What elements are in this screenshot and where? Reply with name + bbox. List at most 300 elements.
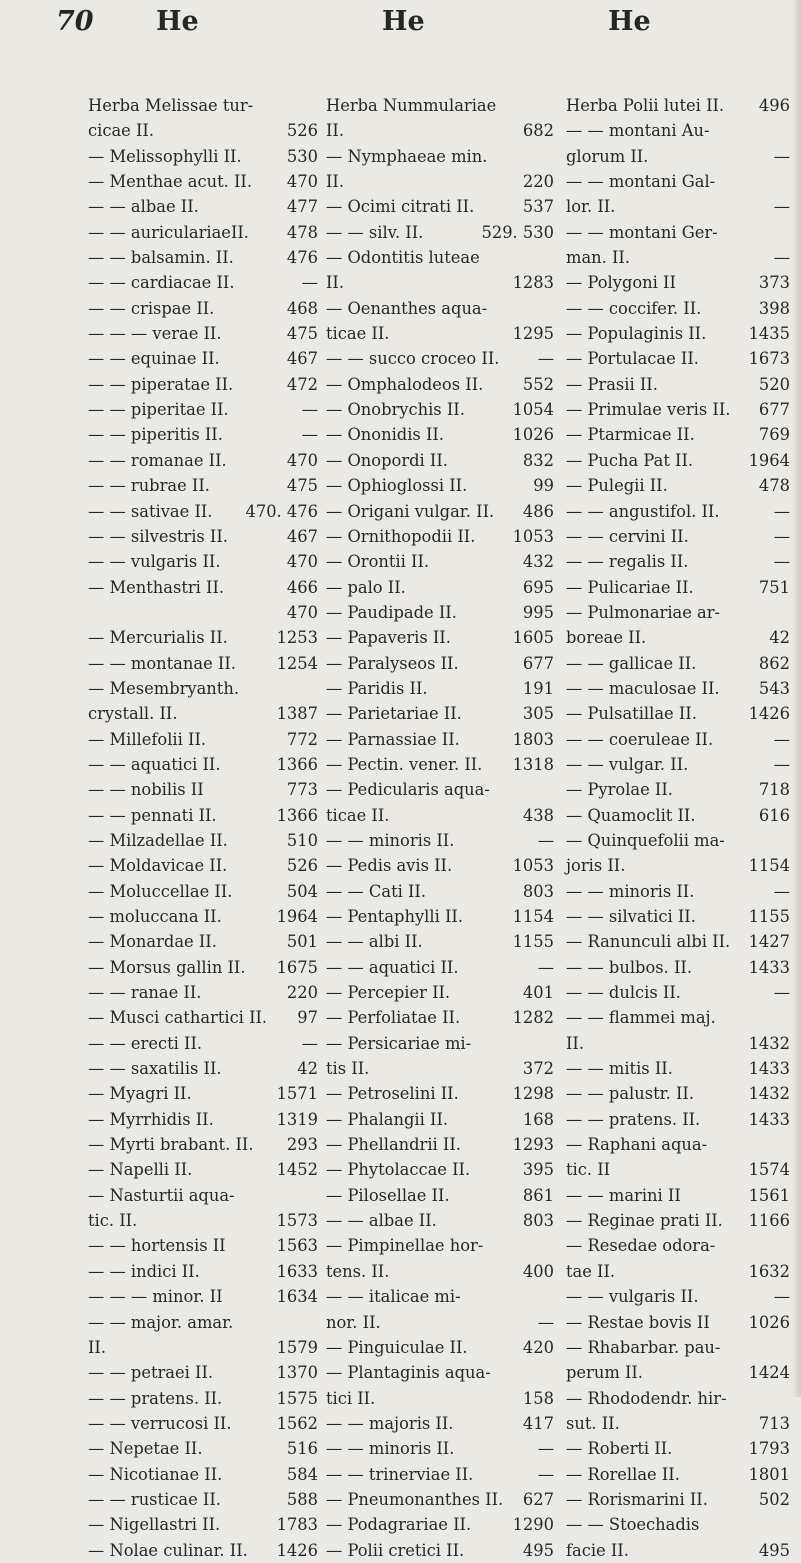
entry-text: II. xyxy=(326,172,345,192)
entry-text: glorum II. xyxy=(566,146,649,166)
index-entry-line xyxy=(566,1005,790,1030)
entry-text: — — romanae II. xyxy=(88,450,227,470)
entry-page-reference: 1427 xyxy=(748,932,790,952)
entry-page-reference: 718 xyxy=(758,780,790,800)
entry-text: — — albae II. xyxy=(326,1211,437,1231)
index-entry-line xyxy=(88,1360,318,1385)
index-entry-line xyxy=(566,1132,790,1157)
index-entry-line xyxy=(88,727,318,752)
entry-page-reference: 588 xyxy=(286,1489,318,1509)
index-entry-line xyxy=(88,1436,318,1461)
entry-page-reference xyxy=(314,676,318,701)
entry-page-reference: — xyxy=(773,881,790,901)
entry-page-reference: 477 xyxy=(286,197,318,217)
entry-page-reference: — xyxy=(773,501,790,521)
entry-page-reference: 1433 xyxy=(748,957,790,977)
entry-text: — Paudipade II. xyxy=(326,602,457,622)
page-number: 70 xyxy=(56,6,94,37)
index-entry-line xyxy=(566,803,790,828)
index-entry-line xyxy=(88,1183,318,1208)
entry-text: — Papaveris II. xyxy=(326,628,451,648)
entry-page-reference: 373 xyxy=(758,273,790,293)
index-entry-line xyxy=(88,1259,318,1284)
index-entry-line xyxy=(566,1462,790,1487)
entry-text: — Persicariae mi- xyxy=(326,1033,472,1053)
entry-text: — — vulgaris II. xyxy=(566,1287,699,1307)
index-entry-line xyxy=(566,980,790,1005)
index-entry-line xyxy=(566,1335,790,1360)
entry-page-reference: 1964 xyxy=(276,907,318,926)
index-entry-line xyxy=(88,752,318,777)
index-entry-line xyxy=(88,549,318,574)
index-entry-line xyxy=(88,1056,318,1081)
entry-page-reference: — xyxy=(773,983,790,1003)
entry-text: — palo II. xyxy=(326,577,406,597)
entry-text: — — aquatici II. xyxy=(326,957,459,977)
index-entry-line xyxy=(326,245,554,270)
entry-page-reference: — xyxy=(301,273,318,293)
entry-text: — — Stoechadis xyxy=(566,1515,700,1535)
index-entry-line xyxy=(566,904,790,929)
entry-text: — Milzadellae II. xyxy=(88,830,228,850)
entry-page-reference: 1293 xyxy=(512,1135,554,1155)
entry-text: — Reginae prati II. xyxy=(566,1211,723,1231)
index-entry-line xyxy=(88,1310,318,1335)
entry-page-reference: 467 xyxy=(286,349,318,369)
entry-text: — Menthae acut. II. xyxy=(88,172,253,192)
entry-page-reference: 862 xyxy=(758,653,790,673)
entry-text: — Orontii II. xyxy=(326,552,430,572)
index-entry-line xyxy=(326,955,554,980)
entry-text: — Morsus gallin II. xyxy=(88,957,246,977)
entry-page-reference xyxy=(786,1335,790,1360)
entry-text: tis II. xyxy=(326,1059,370,1079)
entry-text: perum II. xyxy=(566,1363,643,1383)
index-entry-line xyxy=(88,1233,318,1258)
index-entry-line xyxy=(88,1132,318,1157)
entry-text: — Rhododendr. hir- xyxy=(566,1388,727,1408)
entry-text: — — aquatici II. xyxy=(88,754,221,774)
entry-page-reference: 1253 xyxy=(276,628,318,648)
index-entry-line xyxy=(326,321,554,346)
index-entry-line xyxy=(326,853,554,878)
entry-text: — Phytolaccae II. xyxy=(326,1160,471,1180)
index-entry-line xyxy=(326,879,554,904)
entry-page-reference: 1435 xyxy=(748,324,790,344)
index-entry-line xyxy=(326,625,554,650)
index-entry-line xyxy=(88,1512,318,1537)
entry-page-reference: 1426 xyxy=(748,704,790,724)
entry-page-reference: 1026 xyxy=(748,1312,790,1332)
index-entry-line xyxy=(566,245,790,270)
entry-page-reference: 1290 xyxy=(512,1515,554,1535)
entry-text: — — regalis II. xyxy=(566,552,689,572)
entry-text: — — montanae II. xyxy=(88,653,236,673)
index-entry-line xyxy=(326,1107,554,1132)
entry-text: — Ocimi citrati II. xyxy=(326,197,475,217)
index-entry-line xyxy=(566,321,790,346)
entry-text: — Pedicularis aqua- xyxy=(326,780,490,800)
entry-text: — Parnassiae II. xyxy=(326,729,460,749)
entry-text: — — albae II. xyxy=(88,197,199,217)
entry-page-reference: 1366 xyxy=(276,754,318,774)
entry-page-reference xyxy=(786,220,790,245)
entry-page-reference: 99 xyxy=(533,476,554,496)
index-entry-line xyxy=(566,296,790,321)
index-entry-line xyxy=(326,372,554,397)
entry-text: — Rorellae II. xyxy=(566,1464,680,1484)
index-entry-line xyxy=(566,372,790,397)
index-entry-line xyxy=(566,93,790,118)
entry-text: — — crispae II. xyxy=(88,298,215,318)
entry-page-reference: — xyxy=(773,526,790,546)
index-entry-line xyxy=(326,499,554,524)
index-entry-line xyxy=(326,1208,554,1233)
index-entry-line xyxy=(566,1031,790,1056)
index-entry-line xyxy=(326,144,554,169)
index-entry-line xyxy=(88,220,318,245)
entry-text: — Napelli II. xyxy=(88,1160,193,1180)
entry-page-reference: 1433 xyxy=(748,1059,790,1079)
index-entry-line xyxy=(326,524,554,549)
index-entry-line xyxy=(326,1538,554,1563)
entry-text: — Resedae odora- xyxy=(566,1236,716,1256)
entry-page-reference xyxy=(550,144,554,169)
index-column-1 xyxy=(88,93,318,1563)
entry-text: — — minoris II. xyxy=(326,1439,455,1459)
entry-text: — — nobilis II xyxy=(88,780,204,800)
entry-text: — Nigellastri II. xyxy=(88,1515,221,1535)
entry-page-reference: 543 xyxy=(758,678,790,698)
entry-page-reference xyxy=(550,1360,554,1385)
index-entry-line xyxy=(566,1157,790,1182)
index-entry-line xyxy=(326,1132,554,1157)
entry-page-reference: 1424 xyxy=(748,1363,790,1383)
index-entry-line xyxy=(326,118,554,143)
entry-page-reference xyxy=(786,1512,790,1537)
entry-text: — Roberti II. xyxy=(566,1439,673,1459)
entry-page-reference: 1053 xyxy=(512,856,554,876)
index-entry-line xyxy=(566,1183,790,1208)
entry-page-reference: 772 xyxy=(286,729,318,749)
entry-page-reference: 529. 530 xyxy=(481,222,554,242)
index-entry-line xyxy=(326,422,554,447)
entry-text: — Mercurialis II. xyxy=(88,628,228,648)
index-entry-line xyxy=(566,1056,790,1081)
entry-text: — Pulsatillae II. xyxy=(566,704,697,724)
index-entry-line xyxy=(88,144,318,169)
entry-page-reference: 470 xyxy=(286,602,318,622)
entry-page-reference: 470 xyxy=(286,552,318,572)
entry-page-reference: 677 xyxy=(758,400,790,420)
index-entry-line xyxy=(88,93,318,118)
entry-text: — — angustifol. II. xyxy=(566,501,720,521)
entry-page-reference: 401 xyxy=(522,983,554,1003)
index-entry-line xyxy=(326,296,554,321)
entry-page-reference: 1318 xyxy=(512,754,554,774)
entry-text: — — rusticae II. xyxy=(88,1489,221,1509)
entry-page-reference: 1793 xyxy=(748,1439,790,1459)
entry-text: man. II. xyxy=(566,248,631,268)
entry-text: — Paridis II. xyxy=(326,678,428,698)
entry-text: — — pratens. II. xyxy=(566,1109,701,1129)
entry-text: — Pneumonanthes II. xyxy=(326,1489,504,1509)
entry-text: — — vulgar. II. xyxy=(566,754,689,774)
index-entry-line xyxy=(566,524,790,549)
entry-page-reference xyxy=(550,1284,554,1309)
entry-page-reference: 1675 xyxy=(276,957,318,977)
entry-page-reference: 1783 xyxy=(276,1515,318,1535)
entry-page-reference: 516 xyxy=(286,1439,318,1459)
entry-page-reference: 995 xyxy=(522,602,554,622)
entry-text: — Quamoclit II. xyxy=(566,805,696,825)
entry-text: joris II. xyxy=(566,856,626,876)
entry-text: — Odontitis luteae xyxy=(326,248,480,268)
entry-page-reference: 501 xyxy=(286,932,318,952)
index-entry-line xyxy=(326,676,554,701)
entry-page-reference: 1054 xyxy=(512,400,554,420)
entry-page-reference xyxy=(550,245,554,270)
page-header xyxy=(0,6,801,46)
index-entry-line xyxy=(566,1259,790,1284)
entry-page-reference xyxy=(550,1233,554,1258)
entry-page-reference: 832 xyxy=(522,450,554,470)
entry-text: — Portulacae II. xyxy=(566,349,699,369)
entry-text: — — piperitae II. xyxy=(88,400,229,420)
index-entry-line xyxy=(566,1360,790,1385)
entry-text: — Origani vulgar. II. xyxy=(326,501,495,521)
index-entry-line xyxy=(326,1081,554,1106)
index-entry-line xyxy=(566,625,790,650)
entry-page-reference: 467 xyxy=(286,526,318,546)
index-entry-line xyxy=(88,904,318,929)
entry-text: — Polii cretici II. xyxy=(326,1540,465,1560)
index-entry-line xyxy=(326,1284,554,1309)
index-entry-line xyxy=(88,372,318,397)
entry-text: — Omphalodeos II. xyxy=(326,374,484,394)
entry-text: — Myrrhidis II. xyxy=(88,1109,214,1129)
index-entry-line xyxy=(326,752,554,777)
entry-text: — Pectin. vener. II. xyxy=(326,754,483,774)
entry-page-reference: — xyxy=(537,1464,554,1484)
index-entry-line xyxy=(88,1005,318,1030)
index-entry-line xyxy=(88,296,318,321)
index-column-3 xyxy=(566,93,790,1563)
index-entry-line xyxy=(326,448,554,473)
entry-page-reference: 769 xyxy=(758,425,790,445)
entry-page-reference: 1154 xyxy=(748,856,790,876)
entry-page-reference xyxy=(314,1183,318,1208)
index-entry-line xyxy=(326,1487,554,1512)
entry-page-reference: 1563 xyxy=(276,1236,318,1256)
entry-page-reference: 1801 xyxy=(748,1464,790,1484)
index-entry-line xyxy=(566,194,790,219)
entry-text: — — minoris II. xyxy=(566,881,695,901)
entry-page-reference: 158 xyxy=(522,1388,554,1408)
entry-page-reference: 475 xyxy=(286,324,318,344)
index-entry-line xyxy=(566,422,790,447)
entry-page-reference: 1155 xyxy=(512,932,554,952)
entry-text: — — succo croceo II. xyxy=(326,349,500,369)
entry-text: — Prasii II. xyxy=(566,374,658,394)
entry-page-reference: 191 xyxy=(522,678,554,698)
entry-page-reference: 478 xyxy=(758,476,790,496)
index-entry-line xyxy=(326,397,554,422)
entry-page-reference: 1283 xyxy=(512,273,554,293)
index-entry-line xyxy=(566,853,790,878)
entry-page-reference xyxy=(550,93,554,118)
index-entry-line xyxy=(88,473,318,498)
entry-text: — — pennati II. xyxy=(88,805,217,825)
entry-page-reference: 627 xyxy=(522,1489,554,1509)
entry-page-reference: 1605 xyxy=(512,628,554,648)
entry-text: — — silvatici II. xyxy=(566,907,696,926)
index-entry-line xyxy=(88,1107,318,1132)
entry-text: — Phalangii II. xyxy=(326,1109,449,1129)
index-entry-line xyxy=(566,1512,790,1537)
index-entry-line xyxy=(88,321,318,346)
entry-page-reference: 495 xyxy=(758,1540,790,1560)
entry-page-reference: — xyxy=(301,400,318,420)
entry-page-reference xyxy=(550,296,554,321)
index-entry-line xyxy=(88,448,318,473)
entry-page-reference: 486 xyxy=(522,501,554,521)
entry-page-reference: — xyxy=(537,1439,554,1459)
entry-text: — Perfoliatae II. xyxy=(326,1008,461,1028)
entry-text: — Rorismarini II. xyxy=(566,1489,708,1509)
entry-text: — — dulcis II. xyxy=(566,983,681,1003)
entry-text: — Oenanthes aqua- xyxy=(326,298,488,318)
entry-page-reference: 470 xyxy=(286,172,318,192)
entry-page-reference: 695 xyxy=(522,577,554,597)
entry-page-reference: 1254 xyxy=(276,653,318,673)
entry-text: Herba Nummulariae xyxy=(326,96,497,115)
entry-page-reference: 438 xyxy=(522,805,554,825)
index-entry-line xyxy=(326,904,554,929)
entry-text: — — montani Gal- xyxy=(566,172,716,192)
entry-text: — — Cati II. xyxy=(326,881,427,901)
entry-text: — Pucha Pat II. xyxy=(566,450,694,470)
entry-text: — — mitis II. xyxy=(566,1059,673,1079)
entry-page-reference: 1366 xyxy=(276,805,318,825)
entry-page-reference: 476 xyxy=(286,248,318,268)
entry-page-reference: 468 xyxy=(286,298,318,318)
index-entry-line xyxy=(88,245,318,270)
entry-text: — Raphani aqua- xyxy=(566,1135,708,1155)
index-entry-line xyxy=(326,575,554,600)
index-entry-line xyxy=(566,1386,790,1411)
entry-text: — — trinerviae II. xyxy=(326,1464,474,1484)
entry-page-reference: 1561 xyxy=(748,1185,790,1205)
entry-text: — — bulbos. II. xyxy=(566,957,692,977)
index-entry-line xyxy=(566,346,790,371)
entry-page-reference: 1370 xyxy=(276,1363,318,1383)
entry-page-reference: 537 xyxy=(522,197,554,217)
index-entry-line xyxy=(566,1233,790,1258)
entry-page-reference: 1432 xyxy=(748,1033,790,1053)
entry-text: sut. II. xyxy=(566,1413,620,1433)
index-entry-line xyxy=(326,980,554,1005)
index-entry-line xyxy=(88,1538,318,1563)
entry-text: — — silv. II. xyxy=(326,222,424,242)
entry-text: — — montani Au- xyxy=(566,121,710,141)
index-entry-line xyxy=(326,1512,554,1537)
entry-text: — Monardae II. xyxy=(88,932,217,952)
running-headword-center: He xyxy=(382,6,425,37)
index-entry-line xyxy=(88,701,318,726)
entry-page-reference: 466 xyxy=(286,577,318,597)
entry-text: — — equinae II. xyxy=(88,349,220,369)
entry-text: — — cardiacae II. xyxy=(88,273,235,293)
entry-text: — — — minor. II xyxy=(88,1287,223,1307)
entry-page-reference: 1433 xyxy=(748,1109,790,1129)
index-entry-line xyxy=(326,600,554,625)
entry-text: — Quinquefolii ma- xyxy=(566,830,725,850)
entry-page-reference: 530 xyxy=(286,146,318,166)
entry-text: — — minoris II. xyxy=(326,830,455,850)
entry-page-reference: — xyxy=(773,146,790,166)
index-entry-line xyxy=(88,929,318,954)
index-entry-line xyxy=(88,397,318,422)
entry-page-reference xyxy=(786,600,790,625)
entry-text: — Moldavicae II. xyxy=(88,856,228,876)
entry-page-reference: 1803 xyxy=(512,729,554,749)
entry-text: Herba Melissae tur- xyxy=(88,96,254,115)
entry-page-reference: 1579 xyxy=(276,1337,318,1357)
entry-text: — — silvestris II. xyxy=(88,526,228,546)
entry-page-reference: 495 xyxy=(522,1540,554,1560)
index-entry-line xyxy=(326,1411,554,1436)
entry-text: — Podagrariae II. xyxy=(326,1515,472,1535)
index-entry-line xyxy=(326,1259,554,1284)
entry-page-reference: — xyxy=(301,1033,318,1053)
entry-page-reference: 1053 xyxy=(512,526,554,546)
index-entry-line xyxy=(566,1208,790,1233)
index-entry-line xyxy=(566,879,790,904)
entry-text: — — hortensis II xyxy=(88,1236,226,1256)
entry-text: — Moluccellae II. xyxy=(88,881,233,901)
entry-page-reference xyxy=(786,118,790,143)
entry-page-reference: 1562 xyxy=(276,1413,318,1433)
index-entry-line xyxy=(88,625,318,650)
entry-text: — — albi II. xyxy=(326,932,423,952)
entry-text: — — sativae II. xyxy=(88,501,213,521)
entry-text: facie II. xyxy=(566,1540,629,1560)
index-entry-line xyxy=(566,1081,790,1106)
entry-page-reference: 470 xyxy=(286,450,318,470)
entry-page-reference xyxy=(550,777,554,802)
entry-page-reference xyxy=(786,828,790,853)
entry-page-reference: 1282 xyxy=(512,1008,554,1028)
entry-page-reference: 305 xyxy=(522,704,554,724)
index-entry-line xyxy=(566,955,790,980)
entry-page-reference: 520 xyxy=(758,374,790,394)
index-entry-line xyxy=(566,651,790,676)
index-entry-line xyxy=(326,777,554,802)
entry-text: — — palustr. II. xyxy=(566,1084,695,1104)
entry-page-reference: — xyxy=(773,197,790,217)
index-entry-line xyxy=(88,499,318,524)
entry-text: — — saxatilis II. xyxy=(88,1059,222,1079)
entry-text: II. xyxy=(566,1033,585,1053)
index-entry-line xyxy=(326,1436,554,1461)
entry-page-reference: 1155 xyxy=(748,907,790,926)
index-entry-line xyxy=(88,955,318,980)
entry-page-reference: 42 xyxy=(769,628,790,648)
entry-page-reference: 803 xyxy=(522,1211,554,1231)
index-entry-line xyxy=(88,1386,318,1411)
entry-page-reference: 502 xyxy=(758,1489,790,1509)
